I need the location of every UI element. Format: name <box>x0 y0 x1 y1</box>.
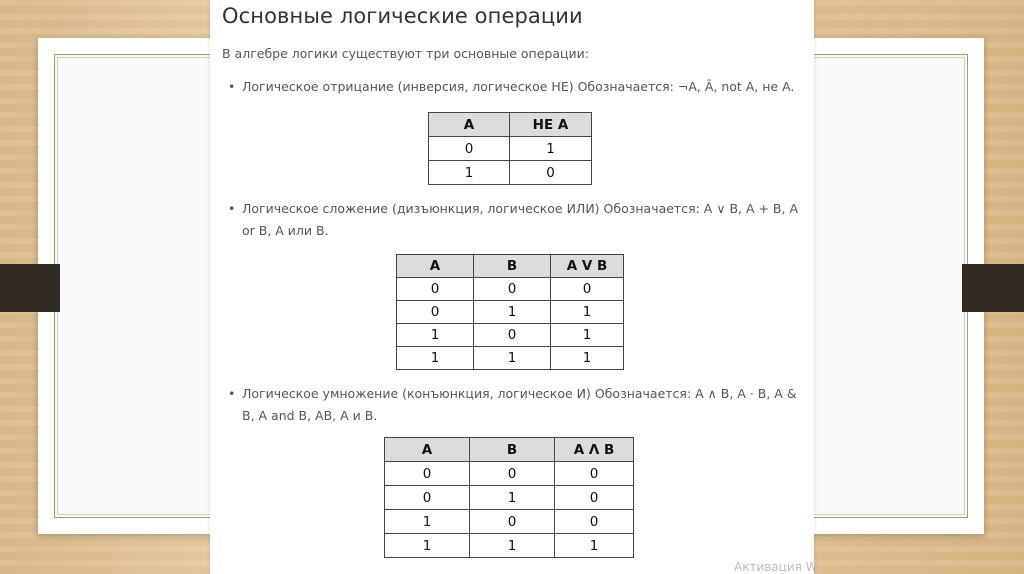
conjunction-text: Логическое умножение (конъюнкция, логическое И) Обозначается: A ∧ B, A · B, A & B, A and B, AB, A и B. <box>242 386 797 423</box>
disjunction-text: Логическое сложение (дизъюнкция, логическое ИЛИ) Обозначается: A ∨ B, A + B, A or B, A или B. <box>242 201 799 238</box>
table-header-row <box>385 438 634 462</box>
table-cell: 0 <box>555 486 634 510</box>
table-cell: 0 <box>470 462 555 486</box>
table-row <box>429 161 592 185</box>
bullet-negation <box>228 76 798 98</box>
table-cell: 0 <box>551 278 624 301</box>
table-header-cell: B <box>470 438 555 462</box>
table-row <box>397 324 624 347</box>
table-row <box>385 462 634 486</box>
table-cell: 1 <box>385 534 470 558</box>
table-cell: 0 <box>397 278 474 301</box>
table-cell: 0 <box>397 301 474 324</box>
bullet-dot: • <box>228 201 236 216</box>
table-header-cell: A V B <box>551 255 624 278</box>
left-binder-tab <box>0 264 60 312</box>
table-header-cell: B <box>474 255 551 278</box>
table-header-cell: НЕ A <box>510 113 592 137</box>
table-cell: 1 <box>474 347 551 370</box>
table-cell: 1 <box>397 324 474 347</box>
table-cell: 1 <box>470 534 555 558</box>
table-header-cell: A <box>385 438 470 462</box>
table-cell: 1 <box>397 347 474 370</box>
table-row <box>385 534 634 558</box>
negation-truth-table <box>428 112 592 185</box>
table-header-row <box>429 113 592 137</box>
table-header-cell: A <box>397 255 474 278</box>
table-cell: 0 <box>555 510 634 534</box>
table-cell: 1 <box>385 510 470 534</box>
table-cell: 0 <box>474 278 551 301</box>
table-cell: 1 <box>555 534 634 558</box>
page-title: Основные логические операции <box>222 4 583 28</box>
table-cell: 0 <box>385 486 470 510</box>
table-row <box>385 510 634 534</box>
bullet-dot: • <box>228 79 236 94</box>
table-cell: 0 <box>429 137 510 161</box>
table-header-cell: A <box>429 113 510 137</box>
table-cell: 0 <box>385 462 470 486</box>
table-cell: 1 <box>510 137 592 161</box>
table-row <box>429 137 592 161</box>
bullet-dot: • <box>228 386 236 401</box>
table-row <box>397 278 624 301</box>
table-cell: 0 <box>474 324 551 347</box>
table-cell: 1 <box>429 161 510 185</box>
table-cell: 1 <box>551 324 624 347</box>
table-row <box>397 347 624 370</box>
negation-text: Логическое отрицание (инверсия, логическое НЕ) Обозначается: ¬A, Ā, not A, не A. <box>242 79 795 94</box>
table-row <box>385 486 634 510</box>
bullet-conjunction <box>228 383 798 427</box>
disjunction-truth-table <box>396 254 624 370</box>
table-cell: 1 <box>551 347 624 370</box>
table-cell: 0 <box>555 462 634 486</box>
table-cell: 0 <box>510 161 592 185</box>
table-cell: 1 <box>470 486 555 510</box>
activation-watermark: Активация W <box>734 560 818 574</box>
intro-text: В алгебре логики существуют три основные операции: <box>222 46 589 61</box>
table-header-row <box>397 255 624 278</box>
table-cell: 1 <box>474 301 551 324</box>
right-binder-tab <box>962 264 1024 312</box>
table-header-cell: A Λ B <box>555 438 634 462</box>
conjunction-truth-table <box>384 437 634 558</box>
table-row <box>397 301 624 324</box>
bullet-disjunction <box>228 198 798 242</box>
document-page <box>210 0 814 574</box>
table-cell: 1 <box>551 301 624 324</box>
table-cell: 0 <box>470 510 555 534</box>
